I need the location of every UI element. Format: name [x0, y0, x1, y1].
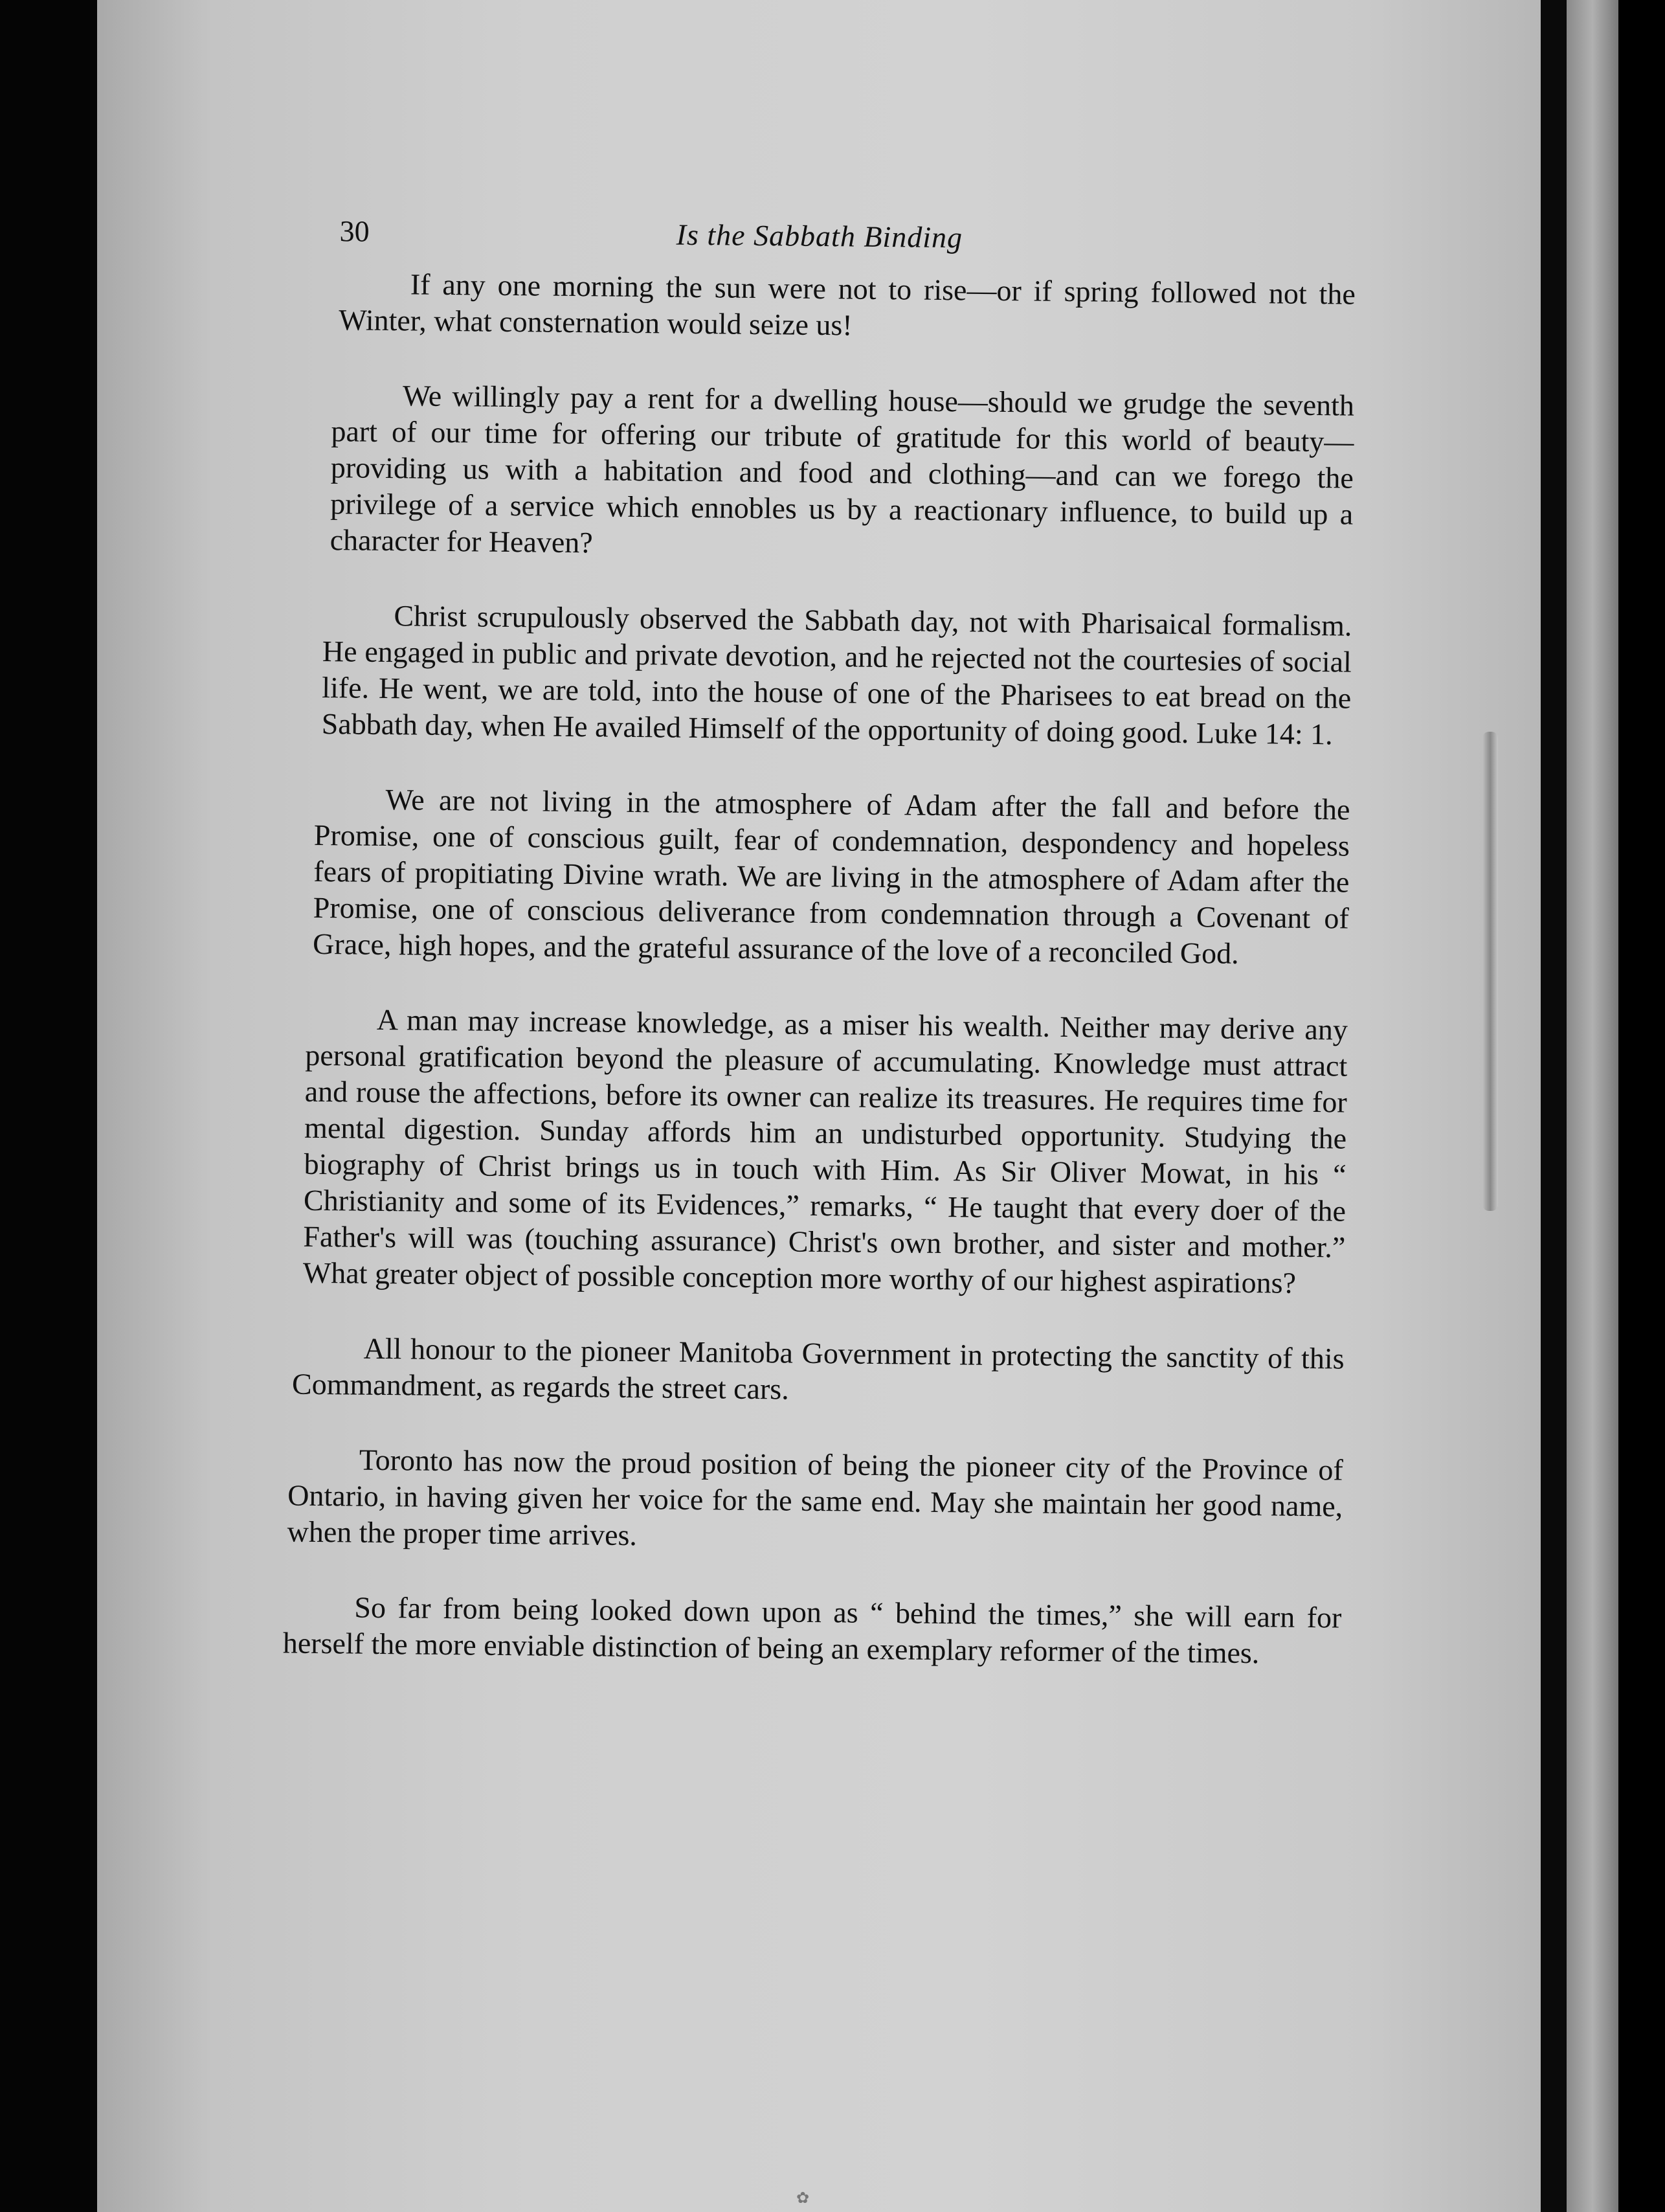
paragraph: We are not living in the atmosphere of Adam after the fall and before the Promise, one of conscious guilt, fear of condemnation, despondency and hopeless fears of propitiating Divine wrath. We are living in the atmosphere of Adam after the Promise, one of conscious deliverance from condemnation through a Covenant of Grace, high hopes, and the grateful assurance of the love of a reconciled God. [312, 782, 1350, 970]
paragraph: Christ scrupulously observed the Sabbath day, not with Pharisaical formalism. He engaged in public and private devotion, and he rejected not the courtesies of social life. He went, we are told, into the house of one of the Pharisees to eat bread on the Sabbath day, when He availed Himself of the opportunity of doing good. Luke 14: 1. [321, 599, 1352, 751]
running-head [339, 214, 1356, 276]
binding-tape-mark [1482, 732, 1498, 1211]
paragraph: Toronto has now the proud position of being the pioneer city of the Province of Ontario, in having given her voice for the same end. May she maintain her good name, when the proper time arrives. [287, 1443, 1344, 1552]
adjacent-page-edge [1567, 0, 1618, 2212]
paragraph: If any one morning the sun were not to rise—or if spring followed not the Winter, what consternation would seize us! [339, 267, 1356, 342]
paragraph: We willingly pay a rent for a dwelling house—should we grudge the seventh part of our time for offering our tribute of gratitude for this world of beauty—providing us with a habitation and food and clothing—and can we forego the privilege of a service which ennobles us by a reactionary influence, to build up a character for Heaven? [330, 379, 1355, 559]
paragraph: So far from being looked down upon as “ behind the times,” she will earn for herself the more enviable distinction of being an exemplary reformer of the times. [282, 1590, 1342, 1670]
scan-border [1618, 0, 1665, 2212]
paragraph: A man may increase knowledge, as a miser his wealth. Neither may derive any personal gratification beyond the pleasure of accumulating. Knowledge must attract and rouse the affections, before its owner can realize its treasures. He requires time for mental digestion. Sunday affords him an undisturbed opportunity. Studying the biography of Christ brings us in touch with Him. As Sir Oliver Mowat, in his “ Christianity and some of its Evidences,” remarks, “ He taught that every doer of the Father's will was (touching assurance) Christ's own brother, and sister and mother.” What greater object of possible conception more worthy of our highest aspirations? [302, 1002, 1348, 1300]
book-binding [1541, 0, 1567, 2212]
page-text-block [282, 214, 1356, 1711]
paragraph: All honour to the pioneer Manitoba Government in protecting the sanctity of this Commandment, as regards the street cars. [291, 1331, 1345, 1406]
page-number: 30 [339, 214, 370, 248]
running-title: Is the Sabbath Binding [676, 218, 963, 254]
scan-artifact-mark: ✿ [796, 2189, 810, 2207]
